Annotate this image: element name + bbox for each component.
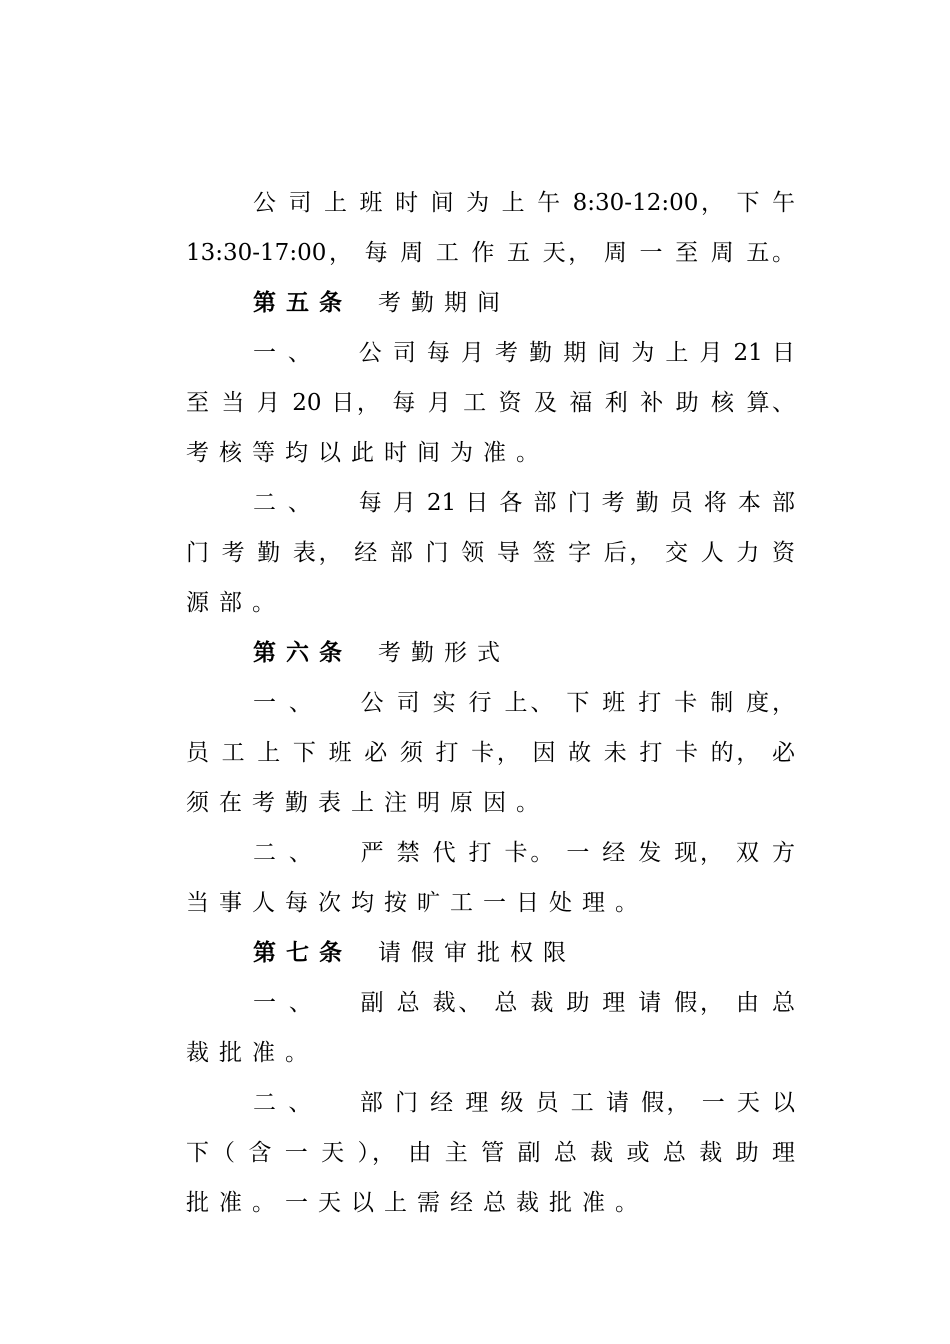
article-5-heading bbox=[253, 278, 795, 328]
article-7-item-2-line-1 bbox=[253, 1078, 795, 1128]
article-7-item-2-text-1: 部 门 经 理 级 员 工 请 假， 一 天 以 bbox=[359, 1090, 795, 1116]
article-7-item-2-line-2: 下（ 含 一 天 ）， 由 主 管 副 总 裁 或 总 裁 助 理 bbox=[186, 1140, 795, 1166]
article-7-item-1-line-1 bbox=[253, 978, 795, 1028]
intro-line-2: 13:30-17:00， 每 周 工 作 五 天， 周 一 至 周 五。 bbox=[186, 240, 795, 266]
article-7-item-1-line-2: 裁批准。 bbox=[186, 1040, 318, 1066]
article-6-item-1-line-1 bbox=[253, 678, 795, 728]
article-6-item-1-text-1: 公 司 实 行 上、 下 班 打 卡 制 度， bbox=[360, 690, 795, 716]
article-5-item-1-line-2: 至 当 月 20 日， 每 月 工 资 及 福 利 补 助 核 算、 bbox=[186, 390, 795, 416]
article-5-item-2-line-3: 源部。 bbox=[186, 590, 285, 616]
article-5-item-2-line-1 bbox=[253, 478, 795, 528]
article-6-number: 第六条 bbox=[253, 639, 352, 666]
article-6-title: 考勤形式 bbox=[378, 640, 510, 666]
article-7-item-2-line-3: 批准。一天以上需经总裁批准。 bbox=[186, 1190, 648, 1216]
article-6-item-2-number: 二、 bbox=[253, 840, 325, 866]
article-5-item-1-line-3: 考核等均以此时间为准。 bbox=[186, 440, 549, 466]
article-5-item-1-text-1: 公 司 每 月 考 勤 期 间 为 上 月 21 日 bbox=[358, 340, 795, 366]
article-5-number: 第五条 bbox=[253, 289, 352, 316]
intro-line-1: 公 司 上 班 时 间 为 上 午 8:30-12:00， 下 午 bbox=[253, 190, 795, 216]
article-6-item-1-line-3: 须在考勤表上注明原因。 bbox=[186, 790, 549, 816]
article-6-heading bbox=[253, 628, 795, 678]
article-5-title: 考勤期间 bbox=[378, 290, 510, 316]
article-7-item-1-text-1: 副 总 裁、 总 裁 助 理 请 假， 由 总 bbox=[360, 990, 795, 1016]
article-6-item-2-text-1: 严 禁 代 打 卡。 一 经 发 现， 双 方 bbox=[360, 840, 795, 866]
article-7-heading bbox=[253, 928, 795, 978]
article-5-item-2-text-1: 每 月 21 日 各 部 门 考 勤 员 将 本 部 bbox=[358, 490, 795, 516]
article-6-item-2-line-2: 当事人每次均按旷工一日处理。 bbox=[186, 890, 648, 916]
article-6-item-2-line-1 bbox=[253, 828, 795, 878]
article-5-item-1-number: 一、 bbox=[253, 340, 323, 366]
article-7-number: 第七条 bbox=[253, 939, 352, 966]
article-6-item-1-number: 一、 bbox=[253, 690, 325, 716]
article-7-title: 请假审批权限 bbox=[378, 940, 576, 966]
article-6-item-1-line-2: 员 工 上 下 班 必 须 打 卡， 因 故 未 打 卡 的， 必 bbox=[186, 740, 795, 766]
article-5-item-2-number: 二、 bbox=[253, 490, 323, 516]
article-7-item-1-number: 一、 bbox=[253, 990, 325, 1016]
article-5-item-1-line-1 bbox=[253, 328, 795, 378]
article-7-item-2-number: 二、 bbox=[253, 1090, 324, 1116]
article-5-item-2-line-2: 门 考 勤 表， 经 部 门 领 导 签 字 后， 交 人 力 资 bbox=[186, 540, 795, 566]
